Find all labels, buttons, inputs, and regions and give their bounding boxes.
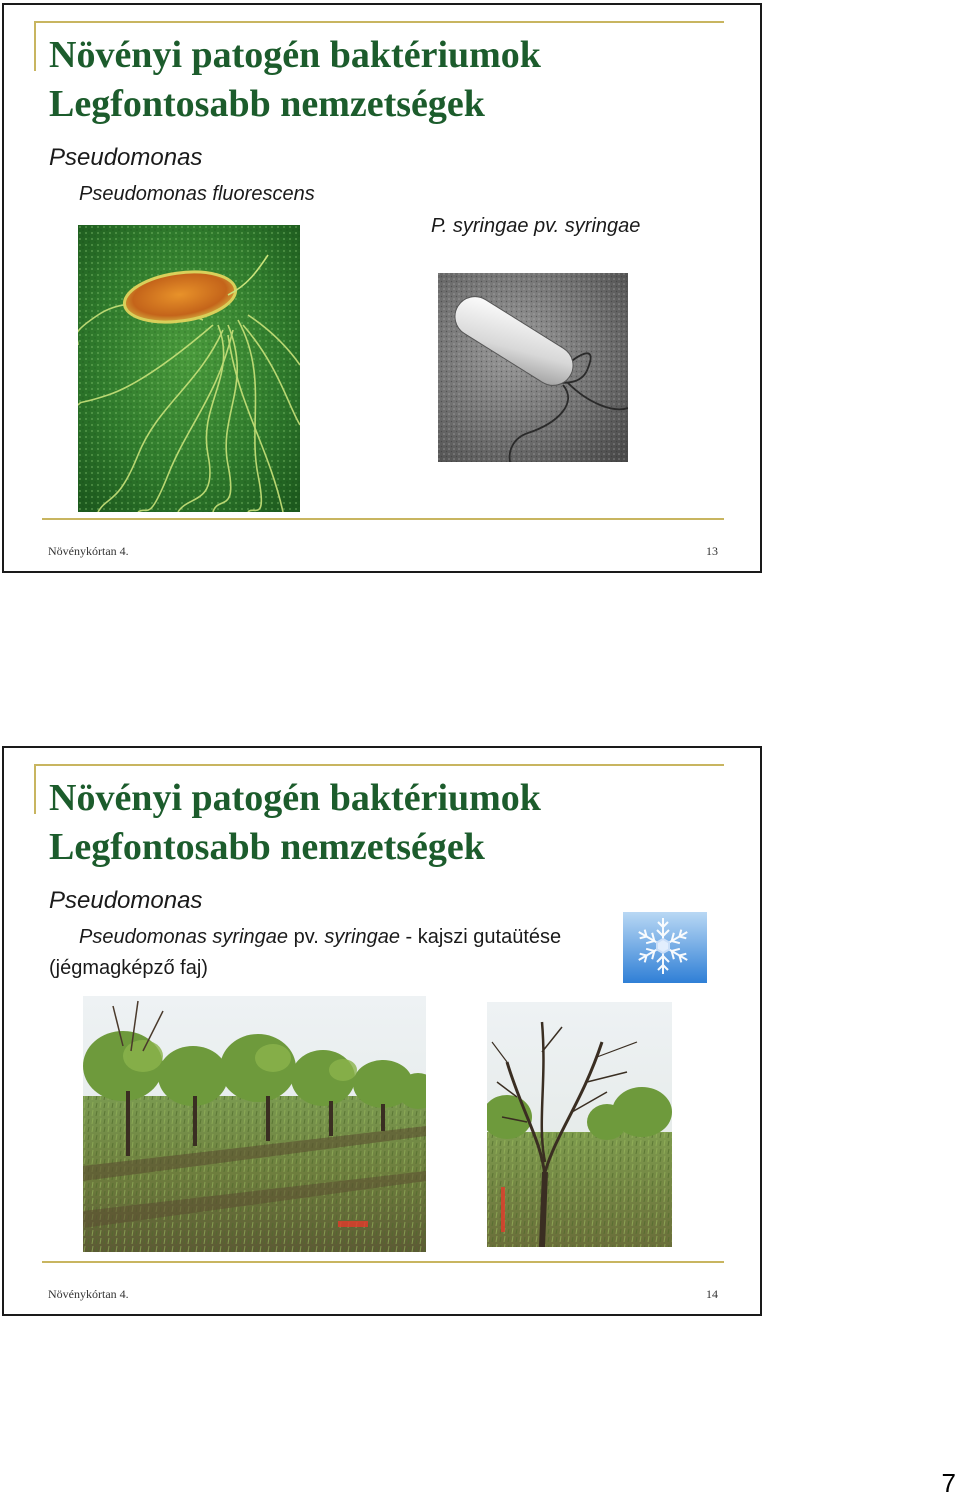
genus-heading: Pseudomonas	[49, 887, 203, 914]
fluorescens-micrograph-image	[78, 225, 300, 512]
slide-subtitle: Legfontosabb nemzetségek	[49, 826, 485, 868]
slide-number: 13	[706, 544, 718, 558]
slide-title: Növényi patogén baktériumok	[49, 777, 541, 819]
slide-title: Növényi patogén baktériumok	[49, 34, 541, 76]
bottom-accent-line	[42, 1261, 724, 1263]
footer-course-label: Növénykórtan 4.	[48, 1287, 129, 1301]
diseased-apricot-tree-image	[487, 1002, 672, 1247]
species-description-line2: (jégmagképző faj)	[49, 957, 208, 979]
footer-course-label: Növénykórtan 4.	[48, 544, 129, 558]
snowflake-image	[623, 912, 707, 983]
left-accent-line	[34, 21, 36, 71]
syringae-micrograph-image	[438, 273, 628, 462]
genus-heading: Pseudomonas	[49, 144, 203, 171]
left-accent-line	[34, 764, 36, 814]
syringae-label: P. syringae pv. syringae	[431, 215, 641, 237]
fluorescens-label: Pseudomonas fluorescens	[79, 183, 315, 205]
species-description: Pseudomonas syringae pv. syringae - kajszi gutaütése	[79, 926, 562, 948]
slide-13	[2, 3, 762, 573]
orchard-photo-image	[83, 996, 426, 1252]
slide-14	[2, 746, 762, 1316]
slide-number: 14	[706, 1287, 718, 1301]
page-number: 7	[941, 1468, 956, 1498]
bottom-accent-line	[42, 518, 724, 520]
top-accent-line	[34, 764, 724, 766]
slide-subtitle: Legfontosabb nemzetségek	[49, 83, 485, 125]
top-accent-line	[34, 21, 724, 23]
